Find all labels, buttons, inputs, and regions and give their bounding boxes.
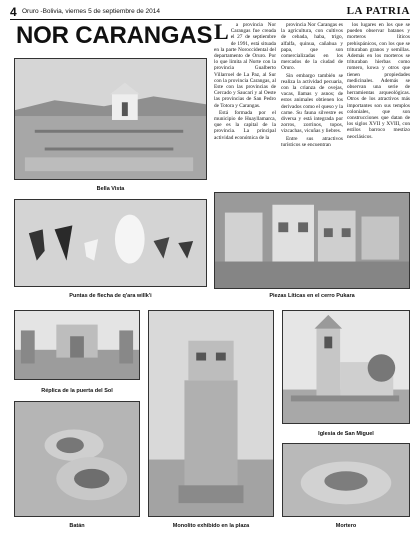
photo-piezas-liticas: [214, 192, 410, 289]
caption-batan: Batán: [69, 523, 85, 529]
col2-paragraph-3: Entre sus atractivos turísticos se encuentran: [281, 135, 343, 148]
caption-bella-vista: Bella Vista: [96, 186, 125, 192]
col1-paragraph-2: Está formada por el municipio de Huayllamarca, que es la capital de la provincia. La principal actividad económica de la: [214, 109, 276, 141]
article-column-3: [347, 22, 410, 187]
col1-paragraph-1: a provincia Nor Carangas fue creada el 27 de septiembre de 1991, está situada en la parte Noroccidental del departamento de Oruro. Por lo que limita al Norte con la provincia Gualberto Villarroel de La Paz, al Sur con la provincia Carangas, al Este con las provincias de Cercado y Saucarí y al Oeste las provincias de San Pedro de Totora y Carangas.: [214, 22, 276, 109]
page-header: [10, 6, 410, 20]
caption-iglesia-san-miguel: Iglesia de San Miguel: [318, 431, 374, 437]
article-column-2: [281, 22, 343, 187]
caption-replica-puerta-sol: Réplica de la puerta del Sol: [41, 388, 113, 394]
newspaper-name: LA PATRIA: [346, 5, 410, 17]
dateline: Oruro -Bolivia, viernes 5 de septiembre de 2014: [22, 8, 161, 15]
page-number: 4: [10, 5, 17, 19]
photo-bella-vista: [14, 58, 207, 180]
article-column-1: [214, 22, 276, 187]
caption-mortero: Mortero: [335, 523, 357, 529]
photo-iglesia-san-miguel: [282, 310, 410, 424]
photo-batan: [14, 401, 140, 517]
col3-paragraph-1: los lugares en los que se pueden observar batanes y morteros líticos prehispánicos, con los que se trituraban granos y semillas. Además en los morteros se trituraban hierbas como romero, kowa y otros que tienen propiedades medicinales. Además se observan una serie de herramientas arqueológicas. Otros de los atractivos más importantes son sus templos coloniales, que son construcciones que datan de los siglos XVII y XVIII, con estilos barroco mestizo neoclásicos.: [347, 22, 410, 140]
caption-monolito: Monolito exhibido en la plaza: [172, 523, 250, 529]
col2-paragraph-2: Sin embargo también se realiza la actividad pecuaria, con la crianza de ovejas, vacas, llamas y asnos; de estos animales obtienen los derivados como el queso y la carne. Su fauna silvestre es diversa y está integrada por zorros, zorrinos, topos, vizcachas, vicuñas y liebres.: [281, 72, 343, 135]
photo-replica-puerta-sol: [14, 310, 140, 380]
drop-cap: L: [214, 22, 229, 44]
caption-piezas-liticas: Piezas Líticas en el cerro Pukara: [269, 293, 355, 299]
photo-monolito: [148, 310, 274, 517]
headline: NOR CARANGAS: [16, 22, 213, 49]
photo-puntas-flecha: [14, 199, 207, 287]
caption-puntas-flecha: Puntas de flecha de q'ara willk'i: [69, 293, 152, 299]
photo-mortero: [282, 443, 410, 517]
col2-paragraph-1: provincia Nor Carangas es la agricultura, con cultivos de cebada, haba, trigo, alfalfa, quinua, cañahua y papa, que son comercializadas en los mercados de la ciudad de Oruro.: [281, 22, 343, 72]
